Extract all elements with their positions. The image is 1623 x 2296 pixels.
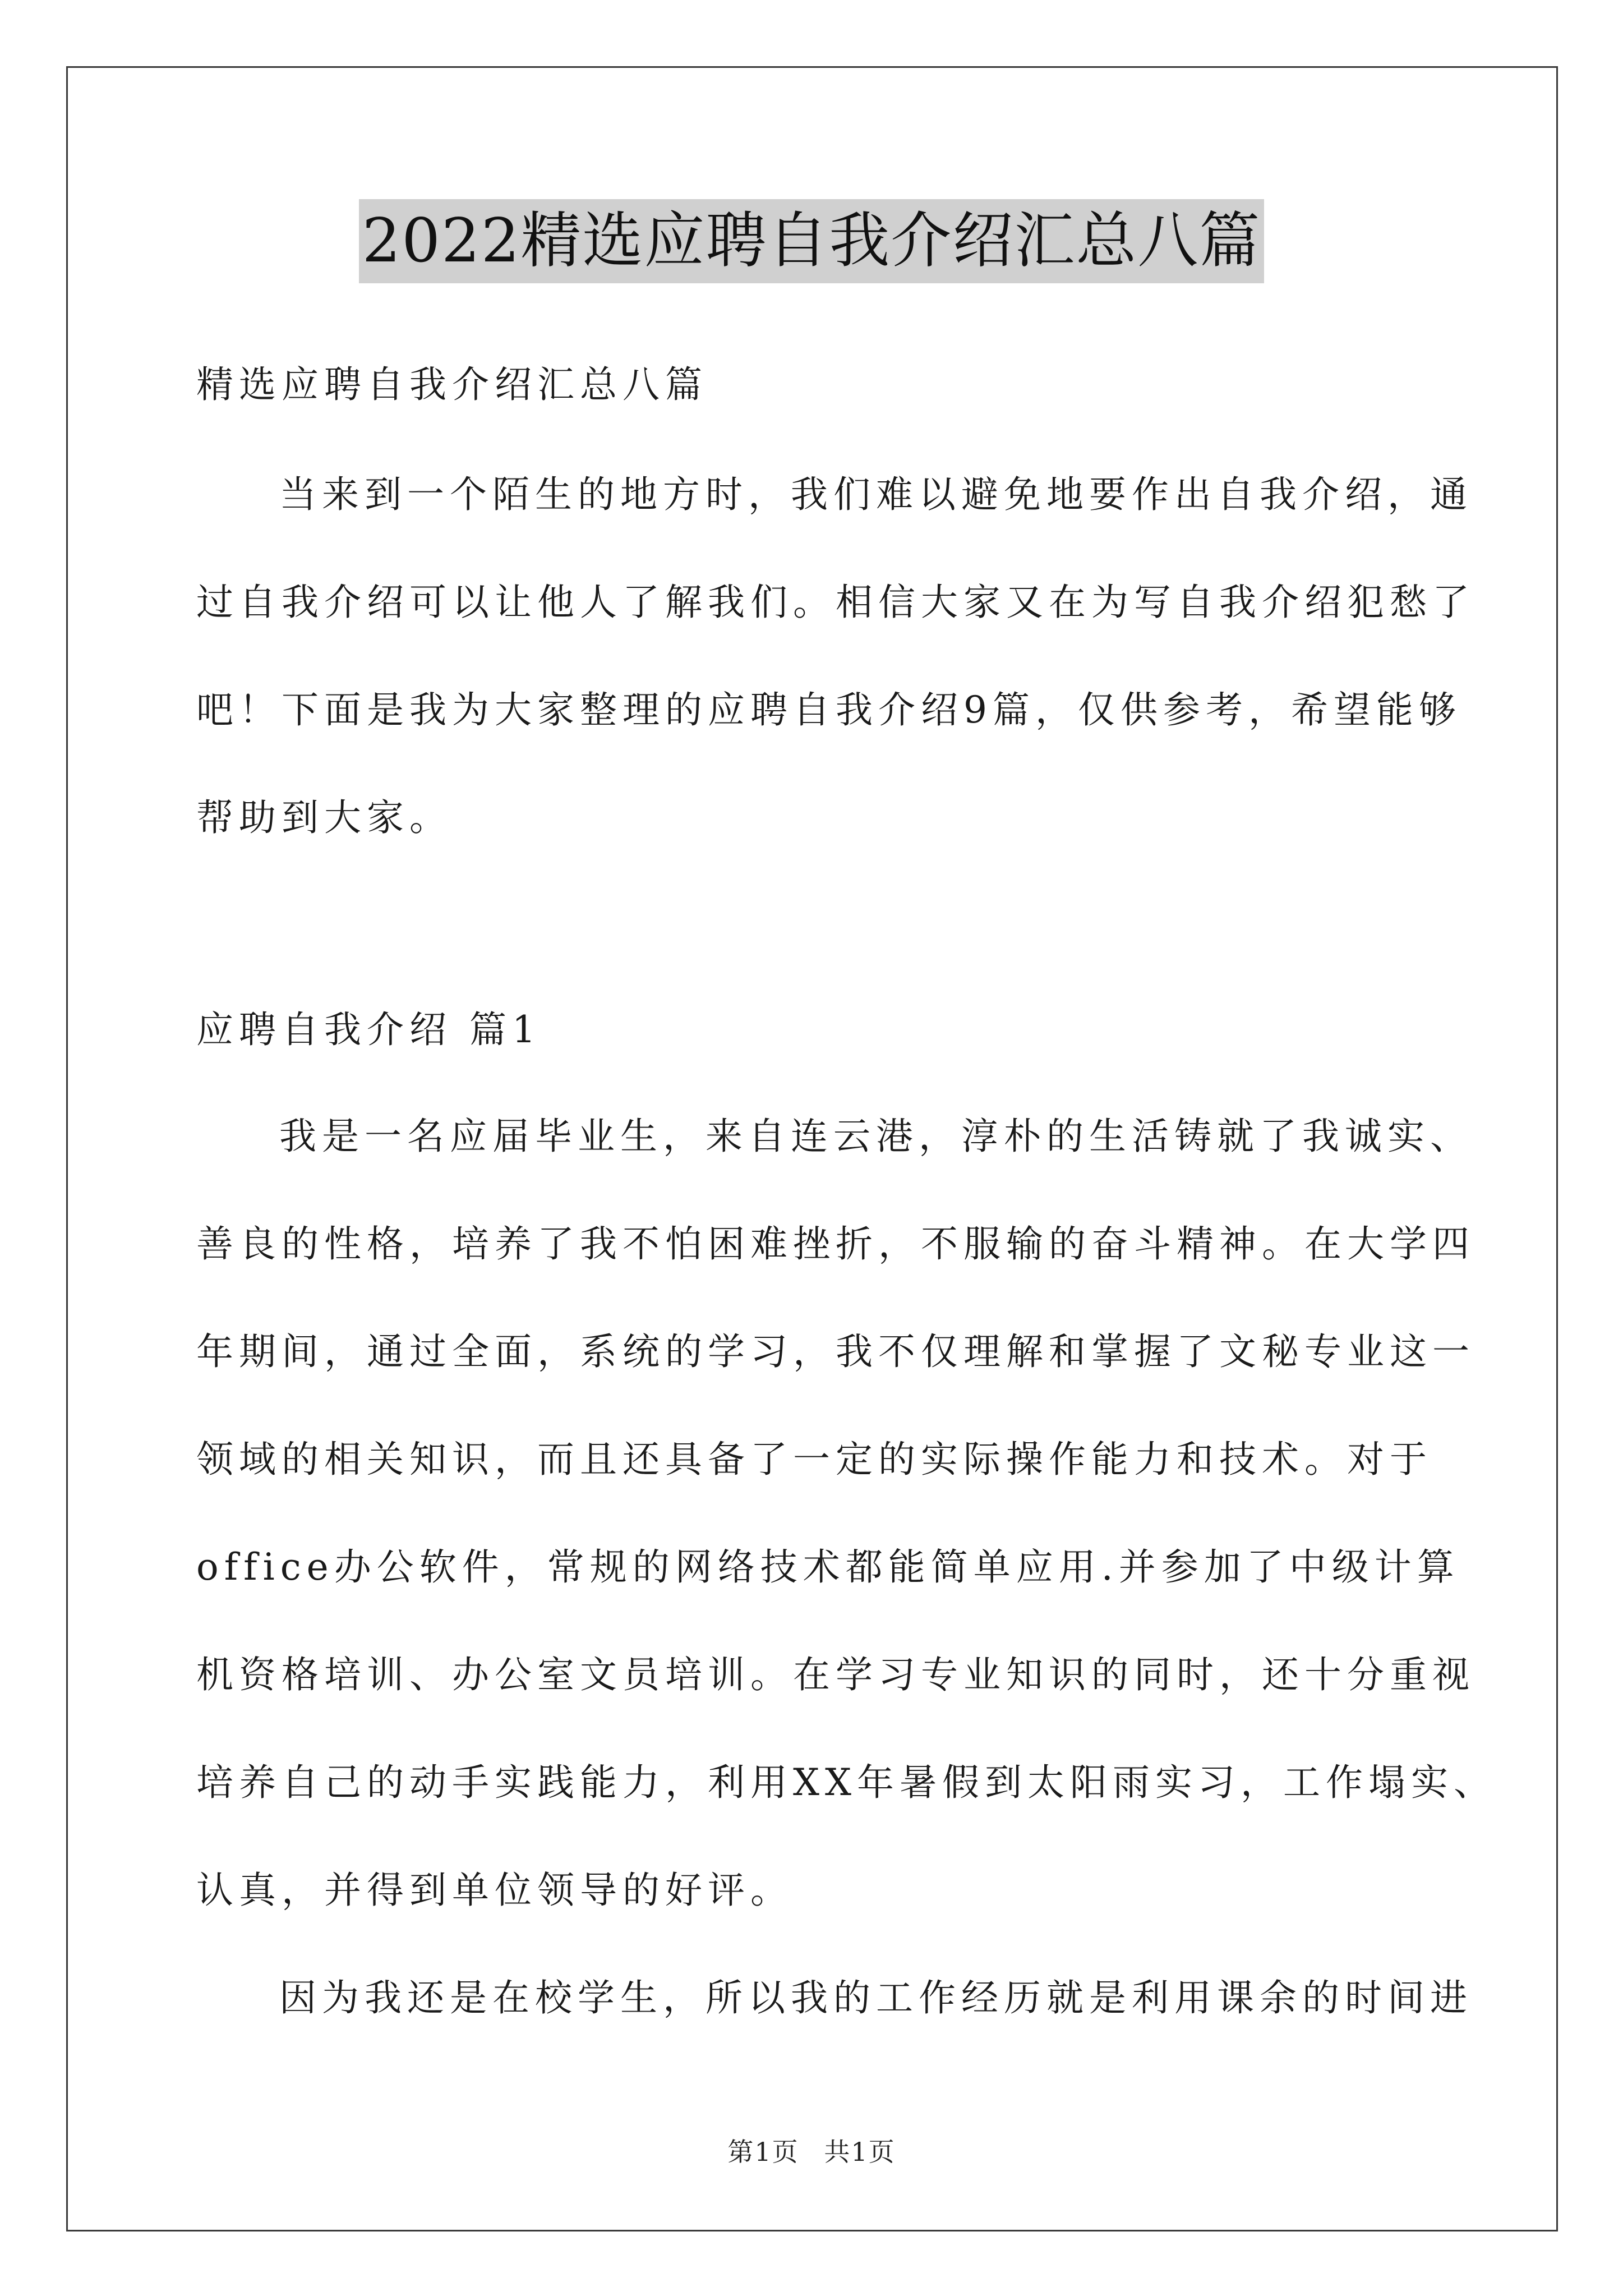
paragraph-line: 培养自己的动手实践能力，利用XX年暑假到太阳雨实习，工作塌实、	[196, 1761, 1496, 1804]
intro-line: 当来到一个陌生的地方时，我们难以避免地要作出自我介绍，通	[279, 473, 1473, 516]
document-subtitle: 精选应聘自我介绍汇总八篇	[196, 363, 708, 406]
intro-line: 吧！下面是我为大家整理的应聘自我介绍9篇，仅供参考，希望能够	[196, 688, 1461, 731]
paragraph-line: 善良的性格，培养了我不怕困难挫折，不服输的奋斗精神。在大学四	[196, 1222, 1475, 1266]
paragraph-line: 我是一名应届毕业生，来自连云港，淳朴的生活铸就了我诚实、	[279, 1115, 1473, 1158]
paragraph-line: 机资格培训、办公室文员培训。在学习专业知识的同时，还十分重视	[196, 1653, 1475, 1696]
page-footer	[0, 2132, 1623, 2169]
title-container	[0, 199, 1623, 283]
intro-line: 过自我介绍可以让他人了解我们。相信大家又在为写自我介绍犯愁了	[196, 581, 1475, 624]
page-number: 第1页	[727, 2137, 799, 2167]
paragraph-line: 领域的相关知识，而且还具备了一定的实际操作能力和技术。对于	[196, 1438, 1432, 1481]
paragraph-line: 年期间，通过全面，系统的学习，我不仅理解和掌握了文秘专业这一	[196, 1330, 1475, 1373]
paragraph-line: 因为我还是在校学生，所以我的工作经历就是利用课余的时间进	[279, 1976, 1473, 2019]
section-heading: 应聘自我介绍 篇1	[196, 1008, 541, 1051]
page-total: 共1页	[824, 2137, 896, 2167]
document-title: 2022精选应聘自我介绍汇总八篇	[359, 199, 1265, 283]
paragraph-line: office办公软件，常规的网络技术都能简单应用.并参加了中级计算	[196, 1545, 1460, 1589]
paragraph-line: 认真，并得到单位领导的好评。	[196, 1869, 793, 1912]
intro-line: 帮助到大家。	[196, 796, 452, 839]
